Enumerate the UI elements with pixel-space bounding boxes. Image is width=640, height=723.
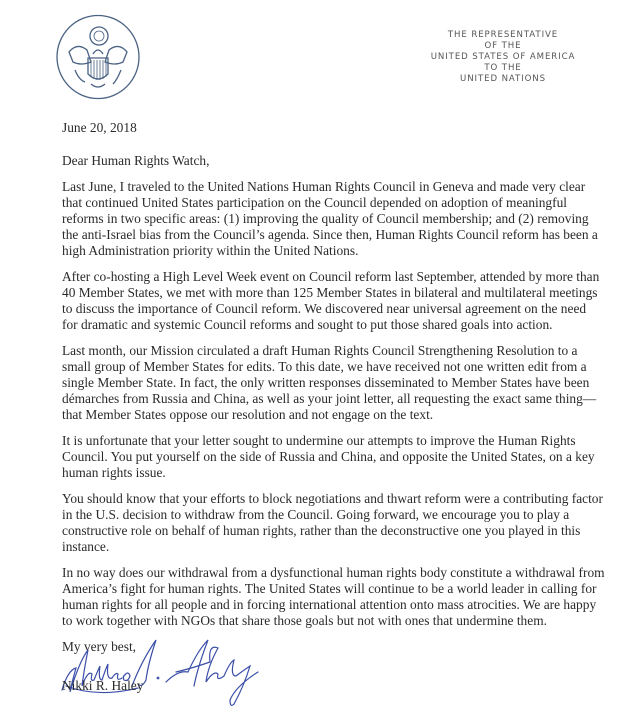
paragraph-line: in the U.S. decision to withdraw from the Council. Going forward, we encourage you to play a [62, 507, 570, 522]
letterhead-line: UNITED STATES OF AMERICA [430, 52, 576, 62]
signature [58, 630, 268, 710]
paragraph-line: human rights issue. [62, 465, 166, 480]
letter-date: June 20, 2018 [62, 120, 137, 135]
paragraph [62, 269, 622, 333]
paragraph-line: After co-hosting a High Level Week event on Council reform last September, attended by more than [62, 269, 600, 284]
paragraph-line: that Member States oppose our resolution and not engage on the text. [62, 407, 434, 422]
paragraph-line: In no way does our withdrawal from a dysfunctional human rights body constitute a withdrawal from [62, 565, 605, 580]
paragraph-line: It is unfortunate that your letter sought to undermine our attempts to improve the Human Rights [62, 433, 576, 448]
closing: My very best, [62, 639, 137, 654]
paragraph [62, 491, 622, 555]
paragraph-line: to discuss the importance of Council reform. We discovered near universal agreement on the need [62, 301, 587, 316]
paragraph-line: reforms in two specific areas: (1) improving the quality of Council membership; and (2) removing [62, 211, 589, 226]
paragraph-line: for dramatic and systemic Council reforms and sought to put those shared goals into action. [62, 317, 553, 332]
paragraph-line: to work together with NGOs that share those goals but not with ones that undermine them. [62, 613, 547, 628]
paragraph-line: 40 Member States, we met with more than 125 Member States in bilateral and multilateral meetings [62, 285, 598, 300]
paragraph-line: the anti-Israel bias from the Council’s agenda. Since then, Human Rights Council reform has been a [62, 227, 598, 242]
paragraph-line: Last month, our Mission circulated a draft Human Rights Council Strengthening Resolution to a [62, 343, 578, 358]
salutation: Dear Human Rights Watch, [62, 153, 210, 168]
paragraph-line: small group of Member States for edits. To this date, we have received not one written edit from a [62, 359, 587, 374]
paragraph-line: démarches from Russia and China, as well as your joint letter, all requesting the exact same thing— [62, 391, 597, 406]
signer-name: Nikki R. Haley [62, 678, 144, 693]
letterhead [420, 30, 586, 85]
letterhead-line: OF THE [484, 41, 522, 51]
paragraph-line: single Member State. In fact, the only written responses disseminated to Member States have been [62, 375, 590, 390]
letter-body [62, 120, 622, 655]
letterhead-line: UNITED NATIONS [460, 74, 546, 84]
great-seal-icon [55, 14, 141, 100]
paragraph-line: You should know that your efforts to block negotiations and thwart reform were a contributing factor [62, 491, 603, 506]
paragraphs [62, 179, 622, 629]
paragraph-line: America’s fight for human rights. The United States will continue to be a world leader in calling for [62, 581, 597, 596]
paragraph-line: constructive role on behalf of human rights, rather than the deconstructive one you played in this [62, 523, 581, 538]
paragraph-line: Last June, I traveled to the United Nations Human Rights Council in Geneva and made very clear [62, 179, 586, 194]
paragraph-line: high Administration priority within the United Nations. [62, 243, 359, 258]
paragraph-line: human rights for all people and in forcing international attention onto mass atrocities. We are happy [62, 597, 597, 612]
paragraph [62, 565, 622, 629]
letterhead-line: TO THE [484, 63, 522, 73]
letterhead-line: THE REPRESENTATIVE [447, 30, 559, 40]
paragraph-line: instance. [62, 539, 110, 554]
paragraph [62, 433, 622, 481]
paragraph-line: Council. You put yourself on the side of Russia and China, and opposite the United States, on a key [62, 449, 595, 464]
paragraph [62, 179, 622, 259]
paragraph-line: that continued United States participation on the Council depended on adoption of meaningful [62, 195, 568, 210]
paragraph [62, 343, 622, 423]
